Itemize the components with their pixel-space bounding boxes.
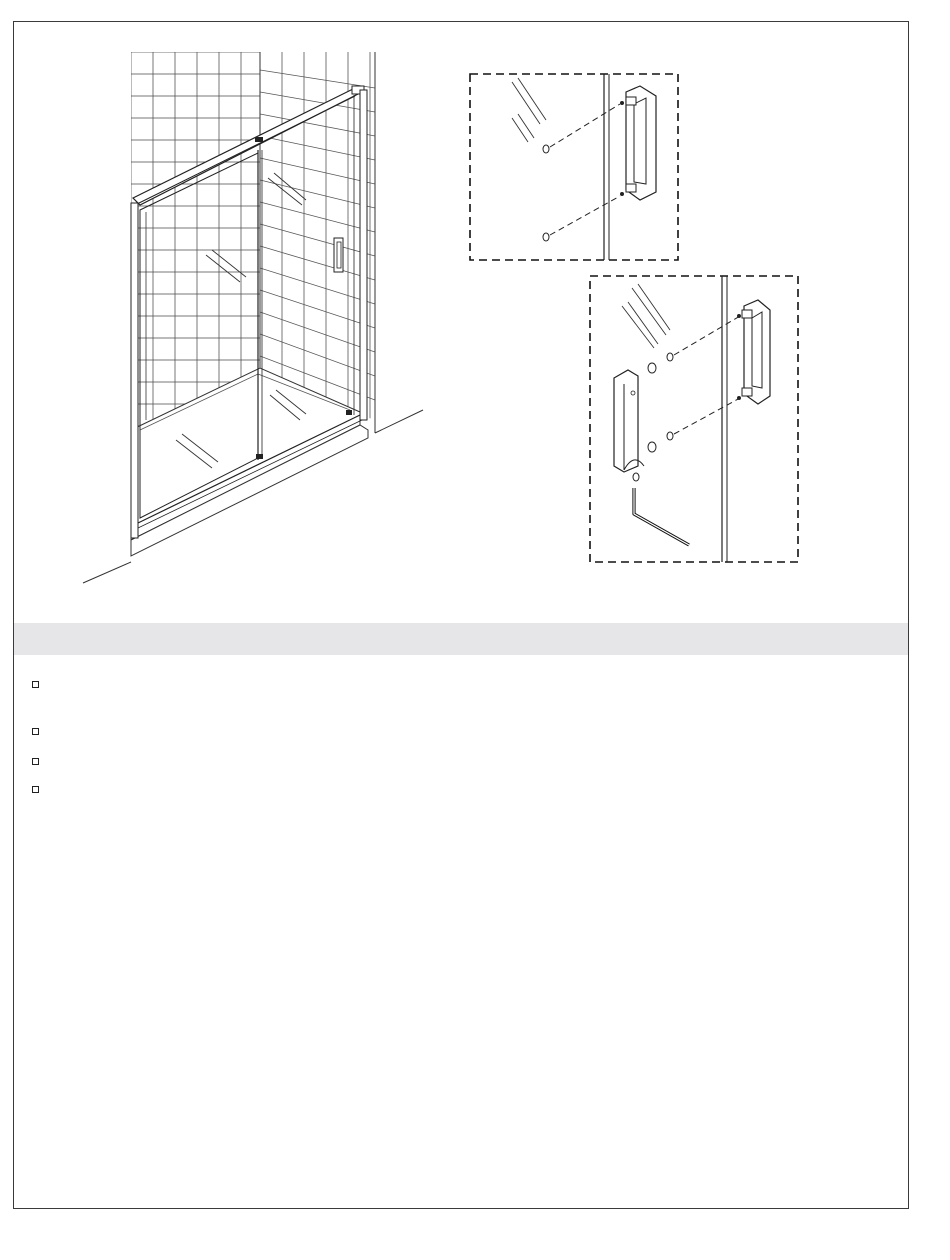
checkbox-icon[interactable] (32, 758, 39, 765)
checklist-item (32, 781, 892, 797)
checkbox-icon[interactable] (32, 728, 39, 735)
checkbox-icon[interactable] (32, 786, 39, 793)
checklist-item (32, 753, 892, 769)
checklist-item (32, 723, 892, 739)
checklist-item (32, 676, 892, 692)
towel-bar-detail-icon (590, 276, 798, 562)
checkbox-icon[interactable] (32, 681, 39, 688)
shower-enclosure-icon (83, 52, 423, 583)
installation-illustration (0, 0, 950, 620)
handle-detail-icon (470, 74, 678, 260)
section-header-bar (14, 623, 908, 655)
